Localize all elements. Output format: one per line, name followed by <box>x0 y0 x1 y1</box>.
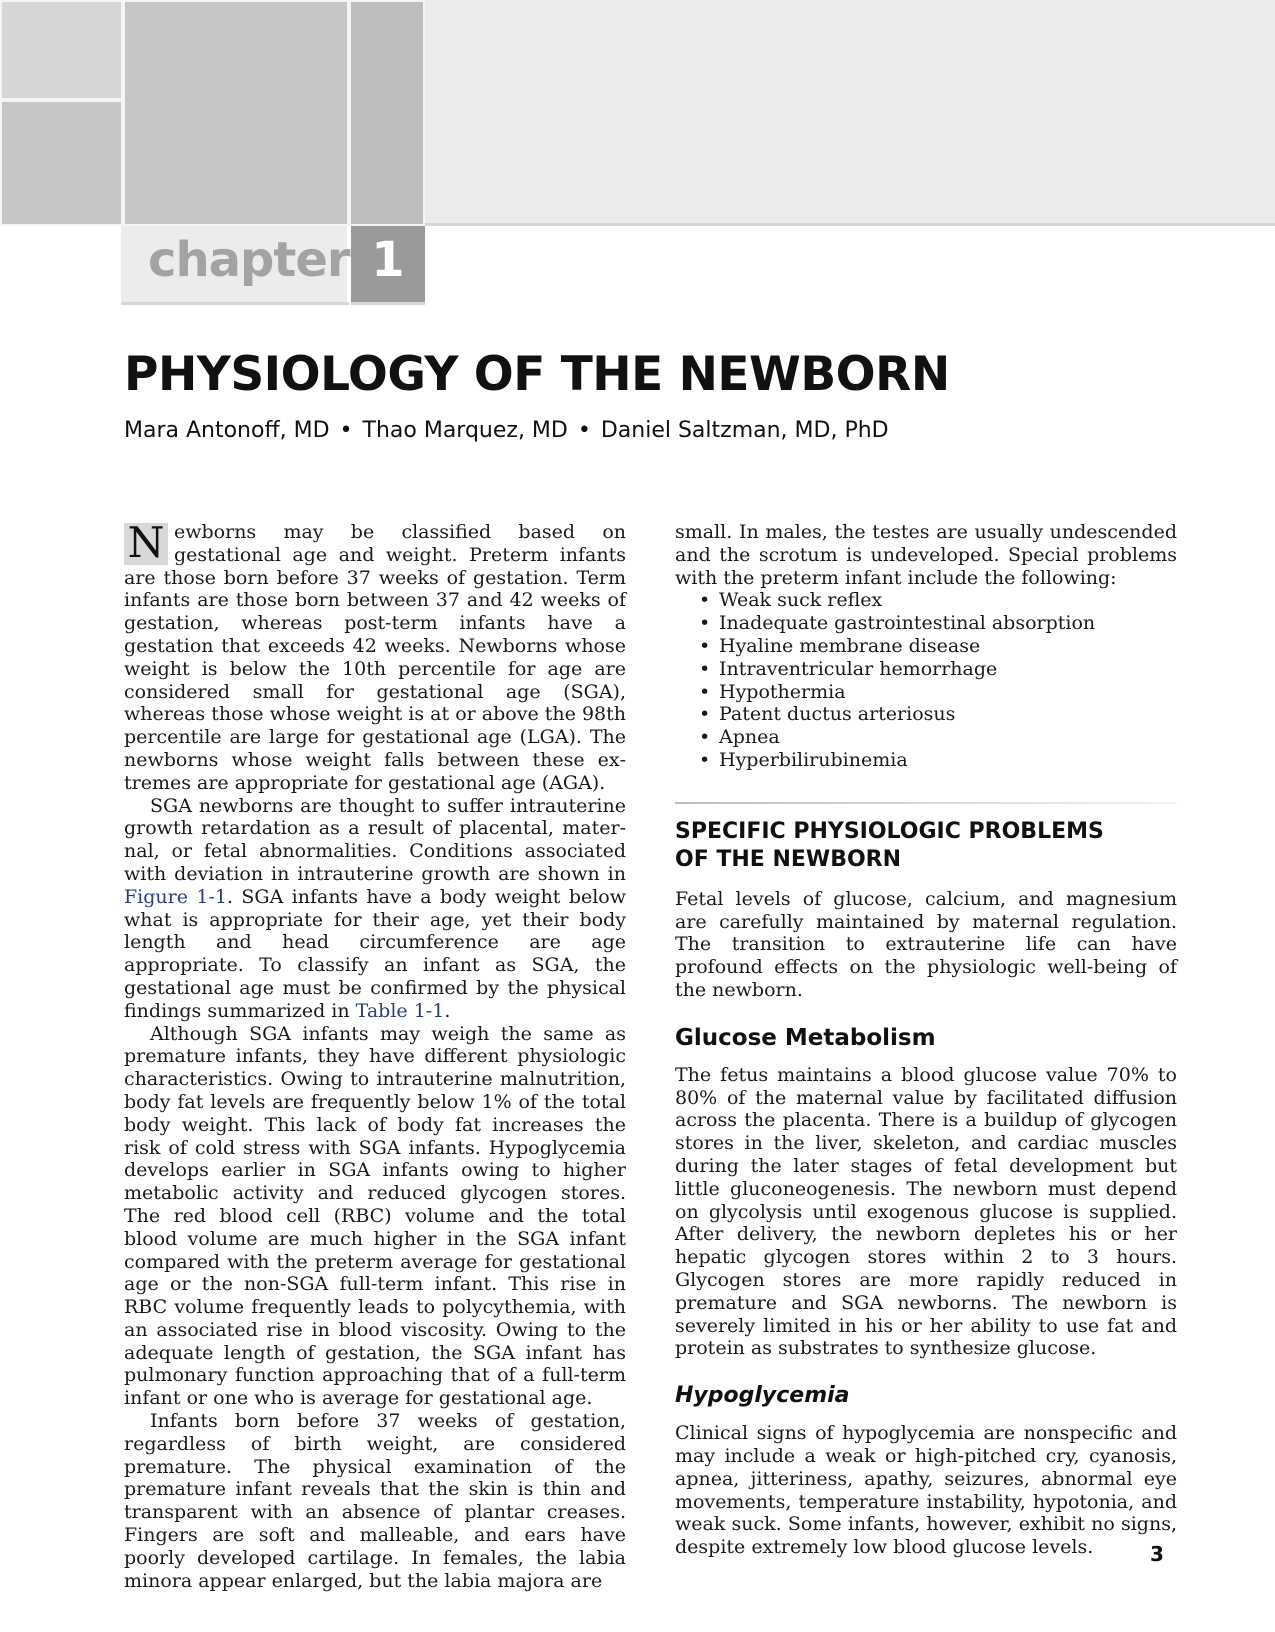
paragraph: The fetus maintains a blood glucose value 70% to 80% of the maternal value by facilitated diffusion across the placenta. There is a buildup of glycogen stores in the liver, skeleton, and cardiac muscles during the later stages of fetal development but little gluconeogenesis. The newborn must depend on glycolysis until exogenous glucose is supplied. After delivery, the newborn depletes his or her hepatic glycogen stores within 2 to 3 hours. Glycogen stores are more rapidly reduced in premature and SGA newborns. The newborn is severely limited in his or her ability to use fat and protein as substrates to synthesize glucose. <box>675 1063 1177 1360</box>
paragraph: Infants born before 37 weeks of gestation, regardless of birth weight, are considered premature. The physical examination of the premature infant reveals that the skin is thin and transparent with an absence of plantar creases. Fingers are soft and malleable, and ears have poorly developed cartilage. In females, the labia minora appear enlarged, but the labia majora are <box>124 1410 626 1592</box>
list-item: • Inadequate gastrointestinal absorption <box>699 612 1177 635</box>
drop-cap: N <box>124 523 168 565</box>
paragraph: small. In males, the testes are usually undescended and the scrotum is undeveloped. Special problems with the preterm infant include the following: <box>675 521 1177 589</box>
figure-link[interactable]: Figure 1-1 <box>124 885 227 908</box>
author-name: Mara Antonoff, MD <box>124 418 330 443</box>
section-heading <box>675 818 1177 874</box>
list-item: • Intraventricular hemorrhage <box>699 658 1177 681</box>
header-square-decoration <box>349 0 425 226</box>
table-link[interactable]: Table 1-1 <box>355 999 445 1022</box>
right-column <box>675 521 1177 1559</box>
subsubsection-heading: Hypoglycemia <box>675 1383 850 1409</box>
section-divider <box>675 802 1177 804</box>
header-square-decoration <box>0 0 123 100</box>
page-number: 3 <box>1150 1542 1164 1566</box>
list-item: • Patent ductus arteriosus <box>699 703 1177 726</box>
chapter-title: PHYSIOLOGY OF THE NEWBORN <box>124 347 950 402</box>
author-line <box>124 418 889 443</box>
author-name: Thao Marquez, MD <box>362 418 568 443</box>
chapter-number: 1 <box>371 232 405 288</box>
list-item: • Weak suck reflex <box>699 589 1177 612</box>
list-item: • Hyperbilirubinemia <box>699 749 1177 772</box>
paragraph: Fetal levels of glucose, calcium, and magnesium are carefully maintained by maternal regulation. The transition to extrauterine life can have profound effects on the physiologic well-being of the newborn. <box>675 887 1177 1001</box>
list-item: • Apnea <box>699 726 1177 749</box>
author-name: Daniel Saltzman, MD, PhD <box>600 418 889 443</box>
paragraph-text: ewborns may be classified based on gestational age and weight. Preterm infants are those born before 37 weeks of gestation. Term infants are those born between 37 and 42 weeks of gestation, whereas post-term infants have a gestation that exceeds 42 weeks. Newborns whose weight is below the 10th percentile for age are considered small for gestational age (SGA), whereas those whose weight is at or above the 98th percentile are large for gestational age (LGA). The newborns whose weight falls between these extremes are appropriate for gestational age (AGA). <box>124 521 626 794</box>
paragraph-text: . <box>444 999 451 1022</box>
chapter-label: chapter <box>148 232 350 288</box>
subsection-heading: Glucose Metabolism <box>675 1024 936 1051</box>
list-item: • Hypothermia <box>699 681 1177 704</box>
paragraph <box>124 518 626 795</box>
paragraph-text: . SGA infants have a body weight below what is appropriate for their age, yet their body length and head circumference are age appropriate. To classify an infant as SGA, the gestational age must be confirmed by the physical findings summarized in <box>124 885 627 1022</box>
left-column <box>124 518 627 1592</box>
paragraph: Although SGA infants may weigh the same as premature infants, they have different physiologic characteristics. Owing to intrauterine malnutrition, body fat levels are frequently below 1% of the total body weight. This lack of body fat increases the risk of cold stress with SGA infants. Hypoglycemia develops earlier in SGA infants owing to higher metabolic activity and reduced glycogen stores. The red blood cell (RBC) volume and the total blood volume are much higher in the SGA infant compared with the preterm average for gestational age or the non-SGA full-term infant. This rise in RBC volume frequently leads to polycythemia, with an associated rise in blood viscosity. Owing to the adequate length of gestation, the SGA infant has pulmonary function approaching that of a full-term infant or one who is average for gestational age. <box>124 1022 626 1410</box>
list-item: • Hyaline membrane disease <box>699 635 1177 658</box>
paragraph <box>124 795 626 1023</box>
header-square-decoration <box>0 100 123 226</box>
section-heading-line: SPECIFIC PHYSIOLOGIC PROBLEMS <box>675 818 1104 844</box>
section-heading-line: OF THE NEWBORN <box>675 846 902 872</box>
bullet-list <box>699 589 1177 771</box>
paragraph: Clinical signs of hypoglycemia are nonspecific and may include a weak or high-pitched cry, cyanosis, apnea, jitteriness, apathy, seizures, abnormal eye movements, temperature instability, hypotonia, and weak suck. Some infants, however, exhibit no signs, despite extremely low blood glucose levels. <box>675 1422 1177 1559</box>
header-square-decoration <box>123 0 349 226</box>
paragraph-text: SGA newborns are thought to suffer intrauterine growth retardation as a result of placental, maternal, or fetal abnormalities. Conditions associated with deviation in intrauterine growth are shown in <box>124 794 626 885</box>
author-separator: • <box>577 418 591 443</box>
author-separator: • <box>339 418 353 443</box>
